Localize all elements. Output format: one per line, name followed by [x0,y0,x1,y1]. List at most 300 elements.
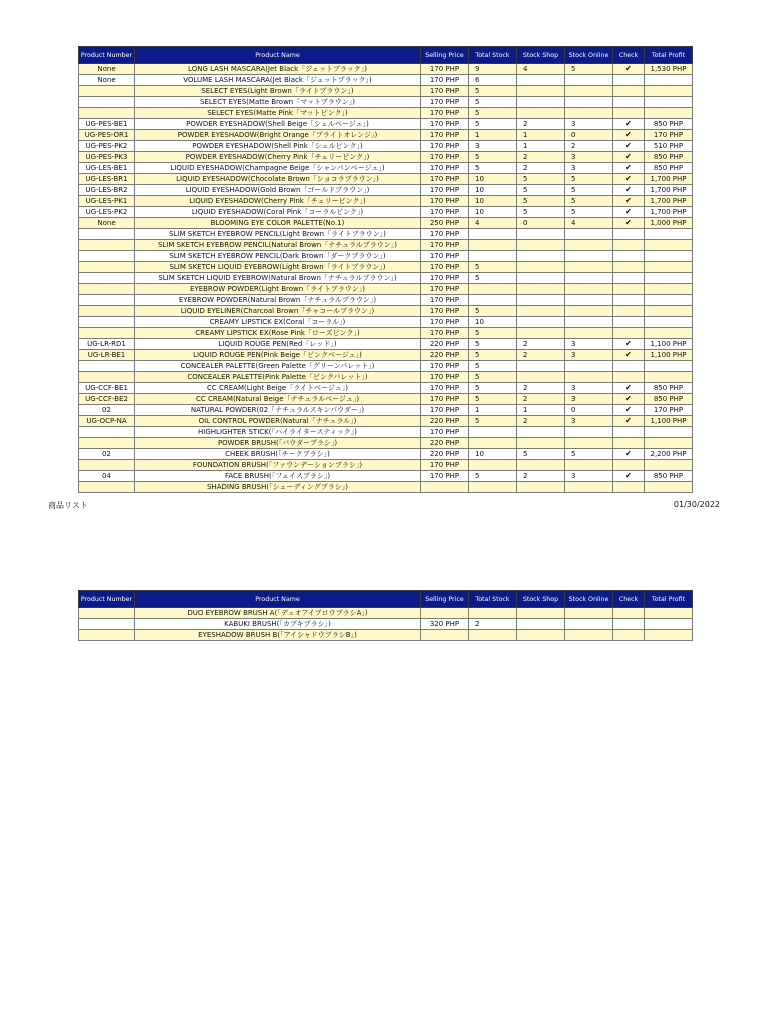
col-header: Selling Price [421,591,469,608]
check-cell [613,438,645,449]
stock-shop-cell [517,240,565,251]
check-cell [613,630,645,641]
total-profit-cell: 2,200 PHP [645,449,693,460]
total-stock-cell: 5 [469,273,517,284]
product-number-cell: UG-PES-OR1 [79,130,135,141]
stock-shop-cell: 2 [517,350,565,361]
product-name-cell: FOUNDATION BRUSH(「ファウンデーションブラシ」) [135,460,421,471]
stock-online-cell: 5 [565,185,613,196]
total-profit-cell: 510 PHP [645,141,693,152]
stock-shop-cell: 2 [517,416,565,427]
total-stock-cell [469,482,517,493]
col-header: Check [613,47,645,64]
product-number-cell: UG-LR-RD1 [79,339,135,350]
total-profit-cell [645,361,693,372]
col-header: Product Number [79,591,135,608]
table-row [79,438,693,449]
stock-shop-cell [517,108,565,119]
product-number-cell: None [79,75,135,86]
check-cell: ✔ [613,174,645,185]
stock-online-cell: 3 [565,471,613,482]
check-cell [613,619,645,630]
table-row [79,405,693,416]
stock-online-cell: 3 [565,350,613,361]
product-number-cell: UG-PES-PK2 [79,141,135,152]
stock-shop-cell: 5 [517,207,565,218]
total-stock-cell: 1 [469,130,517,141]
selling-price-cell: 170 PHP [421,284,469,295]
product-table-1 [78,46,693,493]
product-number-cell [79,372,135,383]
stock-online-cell [565,438,613,449]
col-header: Stock Online [565,47,613,64]
product-number-cell [79,630,135,641]
selling-price-cell: 170 PHP [421,75,469,86]
product-table-2 [78,590,693,641]
check-cell: ✔ [613,449,645,460]
stock-shop-cell [517,75,565,86]
stock-shop-cell: 5 [517,449,565,460]
total-stock-cell: 5 [469,328,517,339]
total-profit-cell: 170 PHP [645,130,693,141]
total-profit-cell [645,306,693,317]
stock-online-cell [565,75,613,86]
stock-online-cell [565,97,613,108]
selling-price-cell: 170 PHP [421,86,469,97]
table-row [79,152,693,163]
selling-price-cell: 170 PHP [421,262,469,273]
total-profit-cell: 1,100 PHP [645,416,693,427]
table-row [79,619,693,630]
col-header: Product Number [79,47,135,64]
product-name-cell: CONCEALER PALETTE(Green Palette「グリーンパレット」) [135,361,421,372]
product-name-cell: HIGHLIGHTER STICK(「ハイライタースティック」) [135,427,421,438]
product-number-cell [79,619,135,630]
total-stock-cell: 5 [469,97,517,108]
product-number-cell [79,295,135,306]
stock-shop-cell [517,306,565,317]
check-cell [613,361,645,372]
total-profit-cell [645,438,693,449]
stock-shop-cell: 1 [517,130,565,141]
stock-shop-cell: 5 [517,185,565,196]
product-name-cell: SLIM SKETCH EYEBROW PENCIL(Natural Brown「ナチュラルブラウン」) [135,240,421,251]
product-number-cell [79,361,135,372]
total-profit-cell [645,251,693,262]
stock-online-cell: 3 [565,416,613,427]
total-stock-cell [469,229,517,240]
table-row [79,339,693,350]
check-cell [613,108,645,119]
check-cell [613,251,645,262]
total-profit-cell [645,460,693,471]
table-row [79,86,693,97]
check-cell [613,295,645,306]
total-profit-cell [645,262,693,273]
stock-online-cell [565,619,613,630]
table-row [79,207,693,218]
stock-online-cell [565,262,613,273]
check-cell [613,608,645,619]
total-stock-cell: 2 [469,619,517,630]
stock-shop-cell [517,372,565,383]
stock-online-cell [565,108,613,119]
total-profit-cell: 1,530 PHP [645,64,693,75]
check-cell [613,482,645,493]
selling-price-cell: 220 PHP [421,438,469,449]
total-stock-cell: 5 [469,394,517,405]
stock-online-cell [565,317,613,328]
check-cell: ✔ [613,163,645,174]
total-stock-cell [469,460,517,471]
table-row [79,416,693,427]
table-row [79,251,693,262]
stock-shop-cell [517,608,565,619]
col-header: Check [613,591,645,608]
selling-price-cell: 170 PHP [421,460,469,471]
table-row [79,427,693,438]
stock-shop-cell: 2 [517,394,565,405]
stock-online-cell: 0 [565,405,613,416]
selling-price-cell: 170 PHP [421,97,469,108]
stock-online-cell [565,86,613,97]
table-row [79,449,693,460]
stock-shop-cell: 2 [517,339,565,350]
product-name-cell: LIQUID EYESHADOW(Chocolate Brown「ショコラブラウン」) [135,174,421,185]
total-profit-cell [645,630,693,641]
table-row [79,108,693,119]
stock-online-cell [565,630,613,641]
total-stock-cell [469,608,517,619]
total-profit-cell: 1,700 PHP [645,207,693,218]
stock-online-cell: 5 [565,196,613,207]
product-name-cell: POWDER EYESHADOW(Bright Orange「ブライトオレンジ」) [135,130,421,141]
product-name-cell: LIQUID ROUGE PEN(Red「レッド」) [135,339,421,350]
check-cell [613,75,645,86]
selling-price-cell: 170 PHP [421,119,469,130]
product-name-cell: SLIM SKETCH LIQUID EYEBROW(Natural Brown「ナチュラルブラウン」) [135,273,421,284]
total-profit-cell [645,328,693,339]
selling-price-cell: 250 PHP [421,218,469,229]
product-name-cell: SELECT EYES(Matte Brown「マットブラウン」) [135,97,421,108]
product-name-cell: CREAMY LIPSTICK EX(Rose Pink「ローズピンク」) [135,328,421,339]
selling-price-cell [421,608,469,619]
stock-online-cell [565,482,613,493]
table-row [79,163,693,174]
product-number-cell [79,262,135,273]
total-stock-cell: 5 [469,152,517,163]
check-cell [613,460,645,471]
stock-online-cell [565,284,613,295]
stock-shop-cell [517,295,565,306]
col-header: Total Stock [469,591,517,608]
stock-shop-cell [517,482,565,493]
table-row [79,196,693,207]
stock-shop-cell: 4 [517,64,565,75]
table-row [79,119,693,130]
total-stock-cell: 10 [469,317,517,328]
product-name-cell: LIQUID EYESHADOW(Cherry Pink「チェリーピンク」) [135,196,421,207]
col-header: Total Stock [469,47,517,64]
total-stock-cell: 9 [469,64,517,75]
product-name-cell: BLOOMING EYE COLOR PALETTE(No.1) [135,218,421,229]
selling-price-cell: 170 PHP [421,317,469,328]
product-number-cell: UG-LES-PK1 [79,196,135,207]
total-stock-cell [469,295,517,306]
total-profit-cell [645,75,693,86]
product-name-cell: CC CREAM(Natural Beige「ナチュラルベージュ」) [135,394,421,405]
stock-online-cell [565,229,613,240]
stock-online-cell: 5 [565,64,613,75]
check-cell: ✔ [613,394,645,405]
check-cell [613,284,645,295]
total-stock-cell: 10 [469,449,517,460]
product-name-cell: VOLUME LASH MASCARA(Jet Black「ジェットブラック」) [135,75,421,86]
stock-shop-cell [517,262,565,273]
stock-online-cell: 4 [565,218,613,229]
stock-shop-cell [517,97,565,108]
stock-online-cell: 3 [565,163,613,174]
total-profit-cell: 850 PHP [645,383,693,394]
table-row [79,361,693,372]
stock-online-cell [565,306,613,317]
total-stock-cell: 5 [469,108,517,119]
table-row [79,394,693,405]
total-stock-cell: 5 [469,372,517,383]
product-name-cell: POWDER EYESHADOW(Shell Beige「シェルベージュ」) [135,119,421,130]
col-header: Product Name [135,591,421,608]
total-profit-cell: 850 PHP [645,471,693,482]
stock-online-cell [565,608,613,619]
table-row [79,350,693,361]
total-stock-cell: 5 [469,306,517,317]
stock-shop-cell [517,251,565,262]
col-header: Stock Shop [517,591,565,608]
check-cell [613,306,645,317]
total-stock-cell: 10 [469,185,517,196]
selling-price-cell: 170 PHP [421,152,469,163]
table-row [79,229,693,240]
product-number-cell: UG-CCF-BE1 [79,383,135,394]
stock-online-cell: 5 [565,449,613,460]
check-cell: ✔ [613,130,645,141]
stock-shop-cell [517,273,565,284]
total-stock-cell: 10 [469,174,517,185]
check-cell [613,97,645,108]
table-header-row [79,47,693,64]
product-number-cell: 02 [79,449,135,460]
check-cell [613,262,645,273]
check-cell: ✔ [613,119,645,130]
product-number-cell: 04 [79,471,135,482]
total-profit-cell: 1,100 PHP [645,339,693,350]
product-name-cell: CHEEK BRUSH(「チークブラシ」) [135,449,421,460]
selling-price-cell: 170 PHP [421,130,469,141]
total-profit-cell: 1,700 PHP [645,174,693,185]
check-cell [613,427,645,438]
total-profit-cell [645,229,693,240]
product-name-cell: EYESHADOW BRUSH B(「アイシャドウブラシB」) [135,630,421,641]
total-profit-cell: 1,700 PHP [645,185,693,196]
selling-price-cell: 220 PHP [421,339,469,350]
product-name-cell: SELECT EYES(Matte Pink「マットピンク」) [135,108,421,119]
stock-shop-cell: 0 [517,218,565,229]
check-cell [613,317,645,328]
check-cell [613,273,645,284]
product-number-cell [79,86,135,97]
selling-price-cell: 220 PHP [421,416,469,427]
table-row [79,185,693,196]
total-profit-cell [645,619,693,630]
selling-price-cell: 170 PHP [421,273,469,284]
product-number-cell [79,482,135,493]
table-row [79,284,693,295]
table-row [79,240,693,251]
product-number-cell [79,284,135,295]
total-stock-cell [469,240,517,251]
stock-online-cell: 0 [565,130,613,141]
stock-shop-cell [517,460,565,471]
product-name-cell: OIL CONTROL POWDER(Natural「ナチュラル」) [135,416,421,427]
product-number-cell [79,306,135,317]
total-stock-cell [469,251,517,262]
stock-online-cell: 5 [565,174,613,185]
total-stock-cell: 5 [469,416,517,427]
product-name-cell: LONG LASH MASCARA(Jet Black「ジェットブラック」) [135,64,421,75]
stock-online-cell [565,361,613,372]
check-cell: ✔ [613,416,645,427]
product-number-cell: UG-LES-BR1 [79,174,135,185]
stock-online-cell [565,328,613,339]
table-row [79,174,693,185]
total-profit-cell [645,273,693,284]
total-stock-cell [469,427,517,438]
selling-price-cell: 170 PHP [421,141,469,152]
stock-shop-cell [517,284,565,295]
total-stock-cell: 5 [469,383,517,394]
stock-shop-cell [517,86,565,97]
stock-shop-cell [517,361,565,372]
check-cell: ✔ [613,64,645,75]
product-name-cell: SLIM SKETCH LIQUID EYEBROW(Light Brown「ライトブラウン」) [135,262,421,273]
total-profit-cell: 1,700 PHP [645,196,693,207]
stock-online-cell: 3 [565,383,613,394]
product-number-cell [79,229,135,240]
total-profit-cell [645,427,693,438]
check-cell: ✔ [613,196,645,207]
check-cell: ✔ [613,405,645,416]
table-row [79,383,693,394]
table-row [79,471,693,482]
product-name-cell: CC CREAM(Light Beige「ライトベージュ」) [135,383,421,394]
stock-shop-cell: 2 [517,383,565,394]
stock-online-cell [565,372,613,383]
selling-price-cell: 170 PHP [421,328,469,339]
selling-price-cell: 170 PHP [421,372,469,383]
total-profit-cell: 850 PHP [645,394,693,405]
total-profit-cell [645,284,693,295]
stock-shop-cell: 1 [517,405,565,416]
total-stock-cell: 5 [469,361,517,372]
product-number-cell: UG-CCF-BE2 [79,394,135,405]
table-row [79,608,693,619]
selling-price-cell: 170 PHP [421,295,469,306]
table-row [79,328,693,339]
check-cell: ✔ [613,185,645,196]
product-number-cell: UG-OCP-NA [79,416,135,427]
table-row [79,218,693,229]
check-cell: ✔ [613,339,645,350]
stock-online-cell [565,251,613,262]
total-profit-cell: 170 PHP [645,405,693,416]
product-name-cell: CREAMY LIPSTICK EX(Coral「コーラル」) [135,317,421,328]
product-name-cell: EYEBROW POWDER(Light Brown「ライトブラウン」) [135,284,421,295]
total-profit-cell [645,295,693,306]
product-name-cell: SELECT EYES(Light Brown「ライトブラウン」) [135,86,421,97]
stock-online-cell: 3 [565,119,613,130]
selling-price-cell: 170 PHP [421,427,469,438]
stock-shop-cell [517,438,565,449]
table-row [79,630,693,641]
product-name-cell: EYEBROW POWDER(Natural Brown「ナチュラルブラウン」) [135,295,421,306]
table-row [79,460,693,471]
stock-shop-cell [517,630,565,641]
total-profit-cell [645,240,693,251]
selling-price-cell: 170 PHP [421,306,469,317]
product-number-cell [79,427,135,438]
selling-price-cell: 320 PHP [421,619,469,630]
total-profit-cell [645,86,693,97]
product-name-cell: LIQUID ROUGE PEN(Pink Beige「ピンクベージュ」) [135,350,421,361]
footer-date: 01/30/2022 [673,500,720,509]
table-row [79,482,693,493]
total-stock-cell: 4 [469,218,517,229]
stock-shop-cell [517,427,565,438]
check-cell: ✔ [613,207,645,218]
selling-price-cell: 220 PHP [421,350,469,361]
selling-price-cell: 170 PHP [421,185,469,196]
total-profit-cell: 850 PHP [645,163,693,174]
col-header: Total Profit [645,47,693,64]
total-stock-cell: 3 [469,141,517,152]
total-profit-cell: 850 PHP [645,152,693,163]
total-stock-cell: 10 [469,196,517,207]
selling-price-cell: 170 PHP [421,240,469,251]
total-profit-cell [645,608,693,619]
footer-label: 商品リスト [48,501,88,510]
selling-price-cell: 170 PHP [421,207,469,218]
total-stock-cell [469,630,517,641]
check-cell: ✔ [613,141,645,152]
col-header: Total Profit [645,591,693,608]
stock-online-cell [565,460,613,471]
table-row [79,75,693,86]
product-number-cell: UG-LES-BR2 [79,185,135,196]
col-header: Stock Shop [517,47,565,64]
product-number-cell [79,97,135,108]
total-profit-cell: 1,000 PHP [645,218,693,229]
selling-price-cell: 170 PHP [421,174,469,185]
product-name-cell: DUO EYEBROW BRUSH A(「デュオアイブロウブラシA」) [135,608,421,619]
selling-price-cell: 170 PHP [421,405,469,416]
selling-price-cell: 170 PHP [421,108,469,119]
selling-price-cell: 170 PHP [421,196,469,207]
stock-online-cell [565,295,613,306]
stock-online-cell [565,273,613,284]
stock-online-cell [565,240,613,251]
product-name-cell: CONCEALER PALETTE(Pink Palette「ピンクパレット」) [135,372,421,383]
table-row [79,295,693,306]
